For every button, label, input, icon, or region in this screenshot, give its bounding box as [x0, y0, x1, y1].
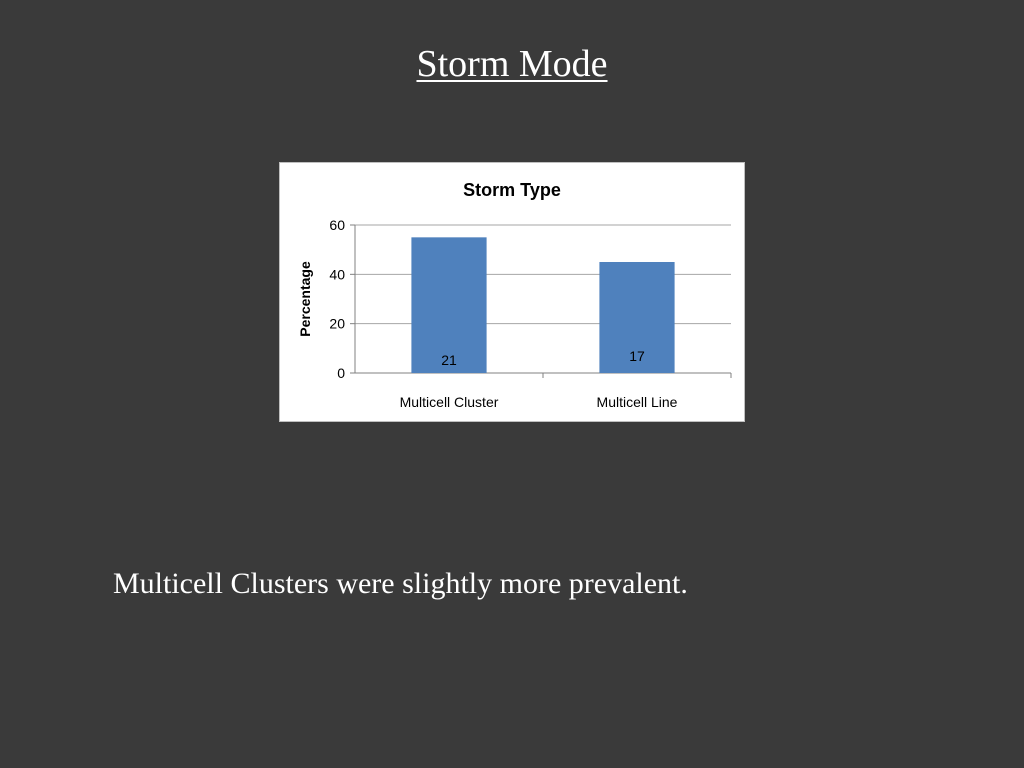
chart-y-axis-label: Percentage	[297, 261, 313, 337]
bar-data-label: 21	[441, 352, 457, 368]
y-tick-label: 40	[329, 266, 345, 283]
chart-title: Storm Type	[463, 180, 561, 200]
slide-caption: Multicell Clusters were slightly more prevalent.	[113, 567, 688, 600]
y-tick-label: 20	[329, 315, 345, 332]
slide-title	[0, 42, 1024, 86]
bar-data-label: 17	[629, 348, 645, 364]
slide-title-text: Storm Mode	[416, 43, 608, 85]
chart-svg	[280, 163, 744, 421]
y-tick-label: 60	[329, 217, 345, 233]
y-tick-label: 0	[337, 365, 345, 381]
storm-type-chart	[279, 162, 745, 422]
x-tick-label: Multicell Line	[596, 394, 678, 410]
x-tick-label: Multicell Cluster	[399, 394, 499, 410]
